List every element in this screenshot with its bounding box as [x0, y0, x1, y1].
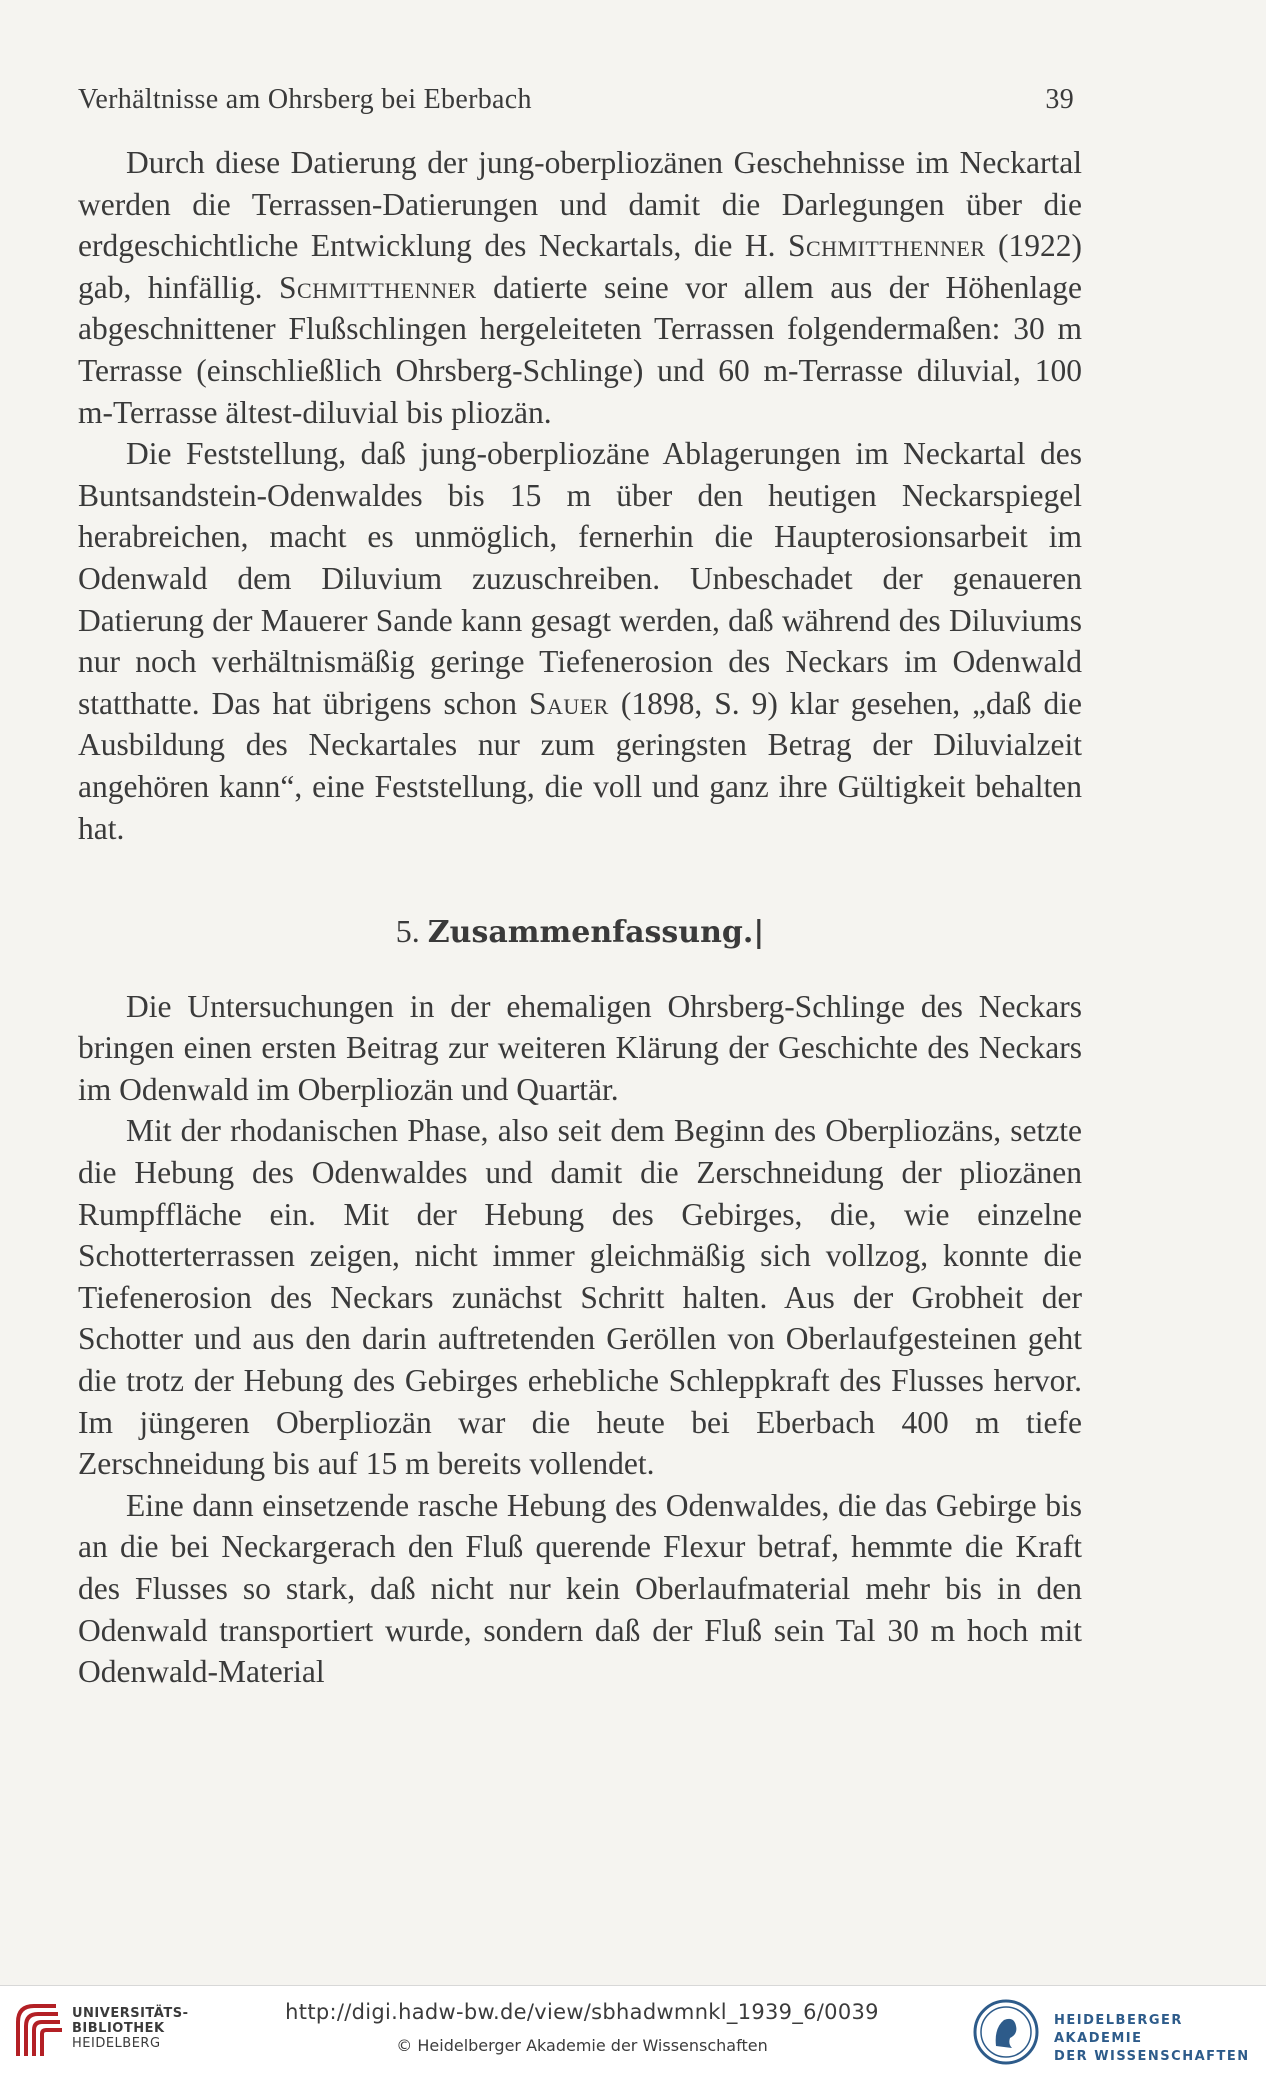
- paragraph: [78, 142, 1082, 433]
- paragraph-text: (1922) gab, hinfällig.: [78, 228, 1083, 305]
- section-heading: [78, 911, 1082, 954]
- author-name: Sauer: [528, 685, 609, 721]
- paragraph: Die Untersuchungen in der ehemaligen Ohrsberg-Schlinge des Neckars bringen einen ersten Beitrag zur weiteren Klärung der Geschichte des Neckars im Odenwald im Oberpliozän und Quartär.: [78, 988, 1082, 1107]
- university-library-logo-icon: [12, 2000, 66, 2062]
- library-name-line: BIBLIOTHEK: [72, 2021, 165, 2036]
- paragraph: [78, 433, 1082, 849]
- running-head-title: Verhältnisse am Ohrsberg bei Eberbach: [78, 84, 532, 115]
- author-name: Schmitthenner: [279, 269, 477, 305]
- page-number: 39: [1045, 84, 1074, 115]
- running-head: [78, 84, 1078, 120]
- academy-name-line: HEIDELBERGER AKADEMIE: [1054, 2013, 1183, 2046]
- section-number: 5.: [395, 913, 420, 950]
- academy-name-line: DER WISSENSCHAFTEN: [1054, 2049, 1250, 2064]
- author-name: Schmitthenner: [787, 228, 986, 264]
- section-title: Zusammenfassung.|: [427, 915, 765, 951]
- paragraph-text: (1898, S. 9) klar gesehen, „daß die Ausbildung des Neckartales nur zum geringsten Betrag der Diluvialzeit angehören kann“, eine Feststellung, die voll und ganz ihre Gültigkeit behalten hat.: [78, 685, 1082, 846]
- library-name: [72, 2006, 188, 2051]
- academy-seal-icon: [972, 1998, 1040, 2066]
- library-name-line: UNIVERSITÄTS-: [72, 2006, 189, 2021]
- library-name-line: HEIDELBERG: [72, 2036, 161, 2051]
- body-text: [78, 142, 1082, 1693]
- copyright-notice: © Heidelberger Akademie der Wissenschaften: [396, 2036, 768, 2055]
- paragraph-text: Durch diese Datierung der jung-oberpliozänen Geschehnisse im Neckartal werden die Terrassen-Datierungen und damit die Darlegungen über die erdgeschichtliche Entwicklung des Neckartals, die H.: [78, 145, 1082, 264]
- paragraph: Eine dann einsetzende rasche Hebung des Odenwaldes, die das Gebirge bis an die bei Neckargerach den Fluß querende Flexur betraf, hemmte die Kraft des Flusses so stark, daß nicht nur kein Oberlaufmaterial mehr bis in den Odenwald transportiert wurde, sondern daß der Fluß sein Tal 30 m hoch mit Odenwald-Material: [78, 1487, 1082, 1690]
- paragraph-text: Die Feststellung, daß jung-oberpliozäne Ablagerungen im Neckartal des Buntsandstein-Odenwaldes bis 15 m über den heutigen Neckarspiegel herabreichen, macht es unmöglich, fernerhin die Haupterosionsarbeit im Odenwald dem Diluvium zuzuschreiben. Unbeschadet der genaueren Datierung der Mauerer Sande kann gesagt werden, daß während des Diluviums nur noch verhältnismäßig geringe Tiefenerosion des Neckars im Odenwald statthatte. Das hat übrigens schon: [78, 436, 1082, 721]
- source-url-link[interactable]: http://digi.hadw-bw.de/view/sbhadwmnkl_1939_6/0039: [285, 2000, 879, 2024]
- paragraph-text: datierte seine vor allem aus der Höhenlage abgeschnittener Flußschlingen hergeleiteten Terrassen folgendermaßen: 30 m Terrasse (einschließlich Ohrsberg-Schlinge) und 60 m-Terrasse diluvial, 100 m-Terrasse ältest-diluvial bis pliozän.: [78, 269, 1082, 430]
- paragraph: Mit der rhodanischen Phase, also seit dem Beginn des Oberpliozäns, setzte die Hebung des Odenwaldes und damit die Zerschneidung der pliozänen Rumpffläche ein. Mit der Hebung des Gebirges, die, wie einzelne Schotterterrassen zeigen, nicht immer gleichmäßig sich vollzog, konnte die Tiefenerosion des Neckars zunächst Schritt halten. Aus der Grobheit der Schotter und aus den darin auftretenden Geröllen von Oberlaufgesteinen geht die trotz der Hebung des Gebirges erhebliche Schleppkraft des Flusses hervor. Im jüngeren Oberpliozän war die heute bei Eberbach 400 m tiefe Zerschneidung bis auf 15 m bereits vollendet.: [78, 1113, 1082, 1482]
- academy-name: [1054, 2012, 1266, 2066]
- digitization-footer: [0, 1985, 1266, 2079]
